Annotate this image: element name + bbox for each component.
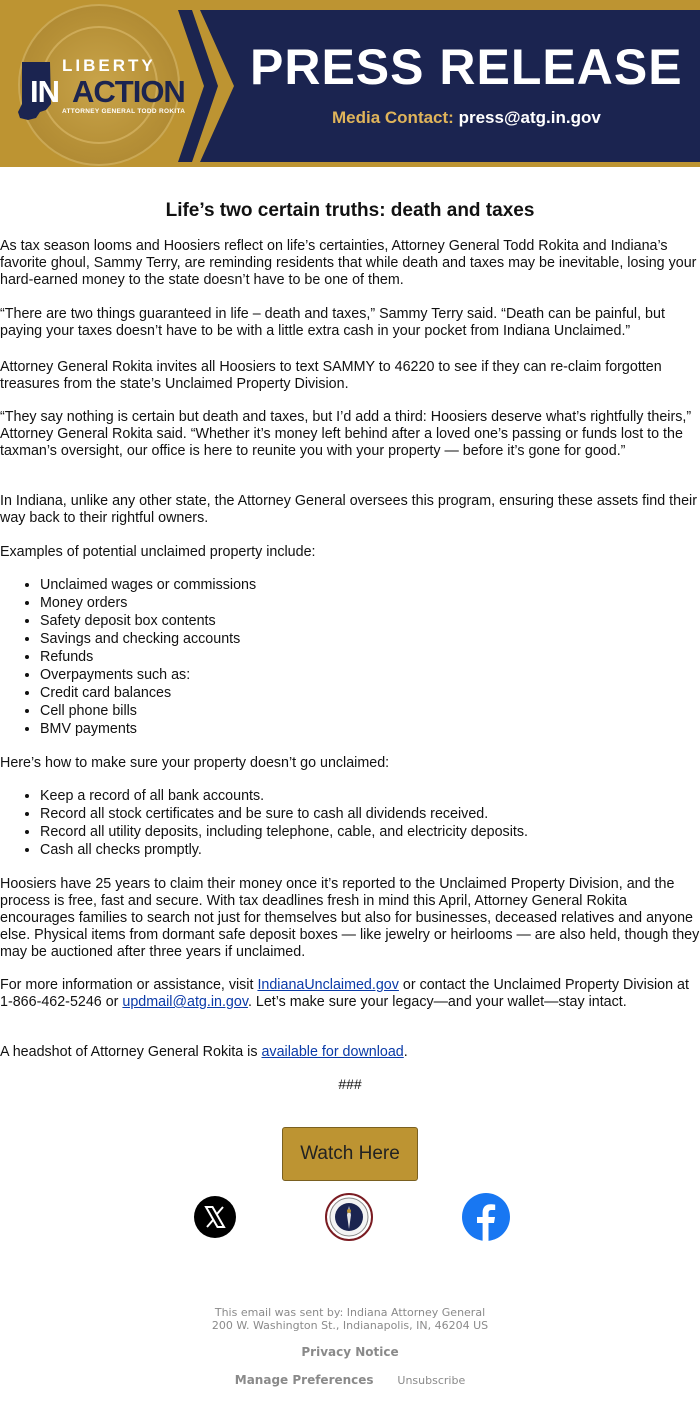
- media-contact: [332, 108, 601, 128]
- howto-list: [0, 787, 528, 859]
- list-item: • Cell phone bills: [40, 702, 256, 720]
- unsubscribe-link[interactable]: Unsubscribe: [397, 1374, 466, 1387]
- paragraph-howto-intro: Here’s how to make sure your property doesn’t go unclaimed:: [0, 755, 390, 771]
- indiana-seal-icon[interactable]: [325, 1193, 373, 1241]
- paragraph-more-info: [0, 977, 700, 1011]
- paragraph-text-sammy: Attorney General Rokita invites all Hoosiers to text SAMMY to 46220 to see if they can re-claim forgotten treasures from the state’s Unclaimed Property Division.: [0, 359, 662, 392]
- manage-preferences-link[interactable]: Manage Preferences: [234, 1373, 374, 1387]
- list-item: • Cash all checks promptly.: [40, 841, 528, 859]
- unclaimed-property-list: [0, 576, 256, 738]
- paragraph-25-years: Hoosiers have 25 years to claim their money once it’s reported to the Unclaimed Property Division, and the process is free, fast and secure. With tax deadlines fresh in mind this April, Attorney General Rokita encourages families to search not just for themselves but also for businesses, deceased relatives and anyone else. Physical items from dormant safe deposit boxes — like jewelry or heirlooms — are also held, though they may be auctioned after three years if unclaimed.: [0, 876, 700, 960]
- press-release-banner: [0, 0, 700, 167]
- press-release-title: PRESS RELEASE: [250, 39, 683, 95]
- paragraph-intro: As tax season looms and Hoosiers reflect on life’s certainties, Attorney General Todd Rokita and Indiana’s favorite ghoul, Sammy Terry, are reminding residents that while death and taxes may be inevitable, losing your hard-earned money to the state doesn’t have to be one of them.: [0, 238, 697, 288]
- paragraph-indiana-program: In Indiana, unlike any other state, the Attorney General oversees this program, ensuring these assets find their way back to their rightful owners.: [0, 493, 697, 526]
- liberty-in-action-logo: [16, 56, 186, 126]
- list-item: • Record all utility deposits, including telephone, cable, and electricity deposits.: [40, 823, 528, 841]
- list-item: • BMV payments: [40, 720, 256, 738]
- more-info-text: or contact the Unclaimed Property Division at 1-866-462-5246 or: [0, 977, 689, 1010]
- footer-sender: [0, 1306, 700, 1332]
- list-item: • Money orders: [40, 594, 256, 612]
- more-info-text: For more information or assistance, visit: [0, 977, 258, 993]
- list-item: • Unclaimed wages or commissions: [40, 576, 256, 594]
- indiana-unclaimed-link[interactable]: IndianaUnclaimed.gov: [257, 977, 399, 993]
- list-item: • Refunds: [40, 648, 256, 666]
- footer-sent-by: This email was sent by: Indiana Attorney General: [214, 1306, 486, 1319]
- paragraph-sammy-quote: “There are two things guaranteed in life – death and taxes,” Sammy Terry said. “Death can be painful, but paying your taxes doesn’t have to be with a little extra cash in your pocket from Indiana Unclaimed.”: [0, 306, 665, 339]
- headshot-text: A headshot of Attorney General Rokita is: [0, 1044, 262, 1060]
- more-info-text: . Let’s make sure your legacy—and your wallet—stay intact.: [247, 994, 627, 1010]
- list-item: • Credit card balances: [40, 684, 256, 702]
- end-mark: ###: [338, 1076, 362, 1092]
- updmail-link[interactable]: updmail@atg.in.gov: [122, 994, 248, 1010]
- list-item: • Safety deposit box contents: [40, 612, 256, 630]
- facebook-icon[interactable]: [462, 1193, 510, 1241]
- logo-subtitle: ATTORNEY GENERAL TODD ROKITA: [62, 108, 186, 115]
- privacy-notice-link[interactable]: Privacy Notice: [301, 1345, 399, 1359]
- footer-links: [0, 1373, 700, 1387]
- watch-here-button[interactable]: Watch Here: [282, 1127, 418, 1181]
- download-headshot-link[interactable]: available for download: [261, 1044, 404, 1060]
- logo-action-text: ACTION: [72, 74, 185, 109]
- media-contact-email: press@atg.in.gov: [458, 108, 601, 127]
- footer-address: 200 W. Washington St., Indianapolis, IN, 46204 US: [211, 1319, 489, 1332]
- list-item: • Savings and checking accounts: [40, 630, 256, 648]
- paragraph-headshot: [0, 1044, 700, 1061]
- x-icon[interactable]: [191, 1193, 239, 1241]
- logo-liberty-text: LIBERTY: [62, 56, 156, 75]
- paragraph-examples-intro: Examples of potential unclaimed property include:: [0, 544, 316, 560]
- list-item: • Record all stock certificates and be sure to cash all dividends received.: [40, 805, 528, 823]
- paragraph-rokita-quote: “They say nothing is certain but death and taxes, but I’d add a third: Hoosiers deserve what’s rightfully theirs,” Attorney General Rokita said. “Whether it’s money left behind after a loved one’s passing or funds lost to the taxman’s oversight, our office is here to reunite you with your property — before it’s gone for good.”: [0, 409, 692, 459]
- logo-in-text: IN: [30, 74, 59, 109]
- headline: Life’s two certain truths: death and taxes: [165, 200, 535, 221]
- media-contact-label: Media Contact:: [332, 108, 454, 127]
- list-item: • Overpayments such as:: [40, 666, 256, 684]
- list-item: • Keep a record of all bank accounts.: [40, 787, 528, 805]
- headshot-text: .: [403, 1044, 408, 1060]
